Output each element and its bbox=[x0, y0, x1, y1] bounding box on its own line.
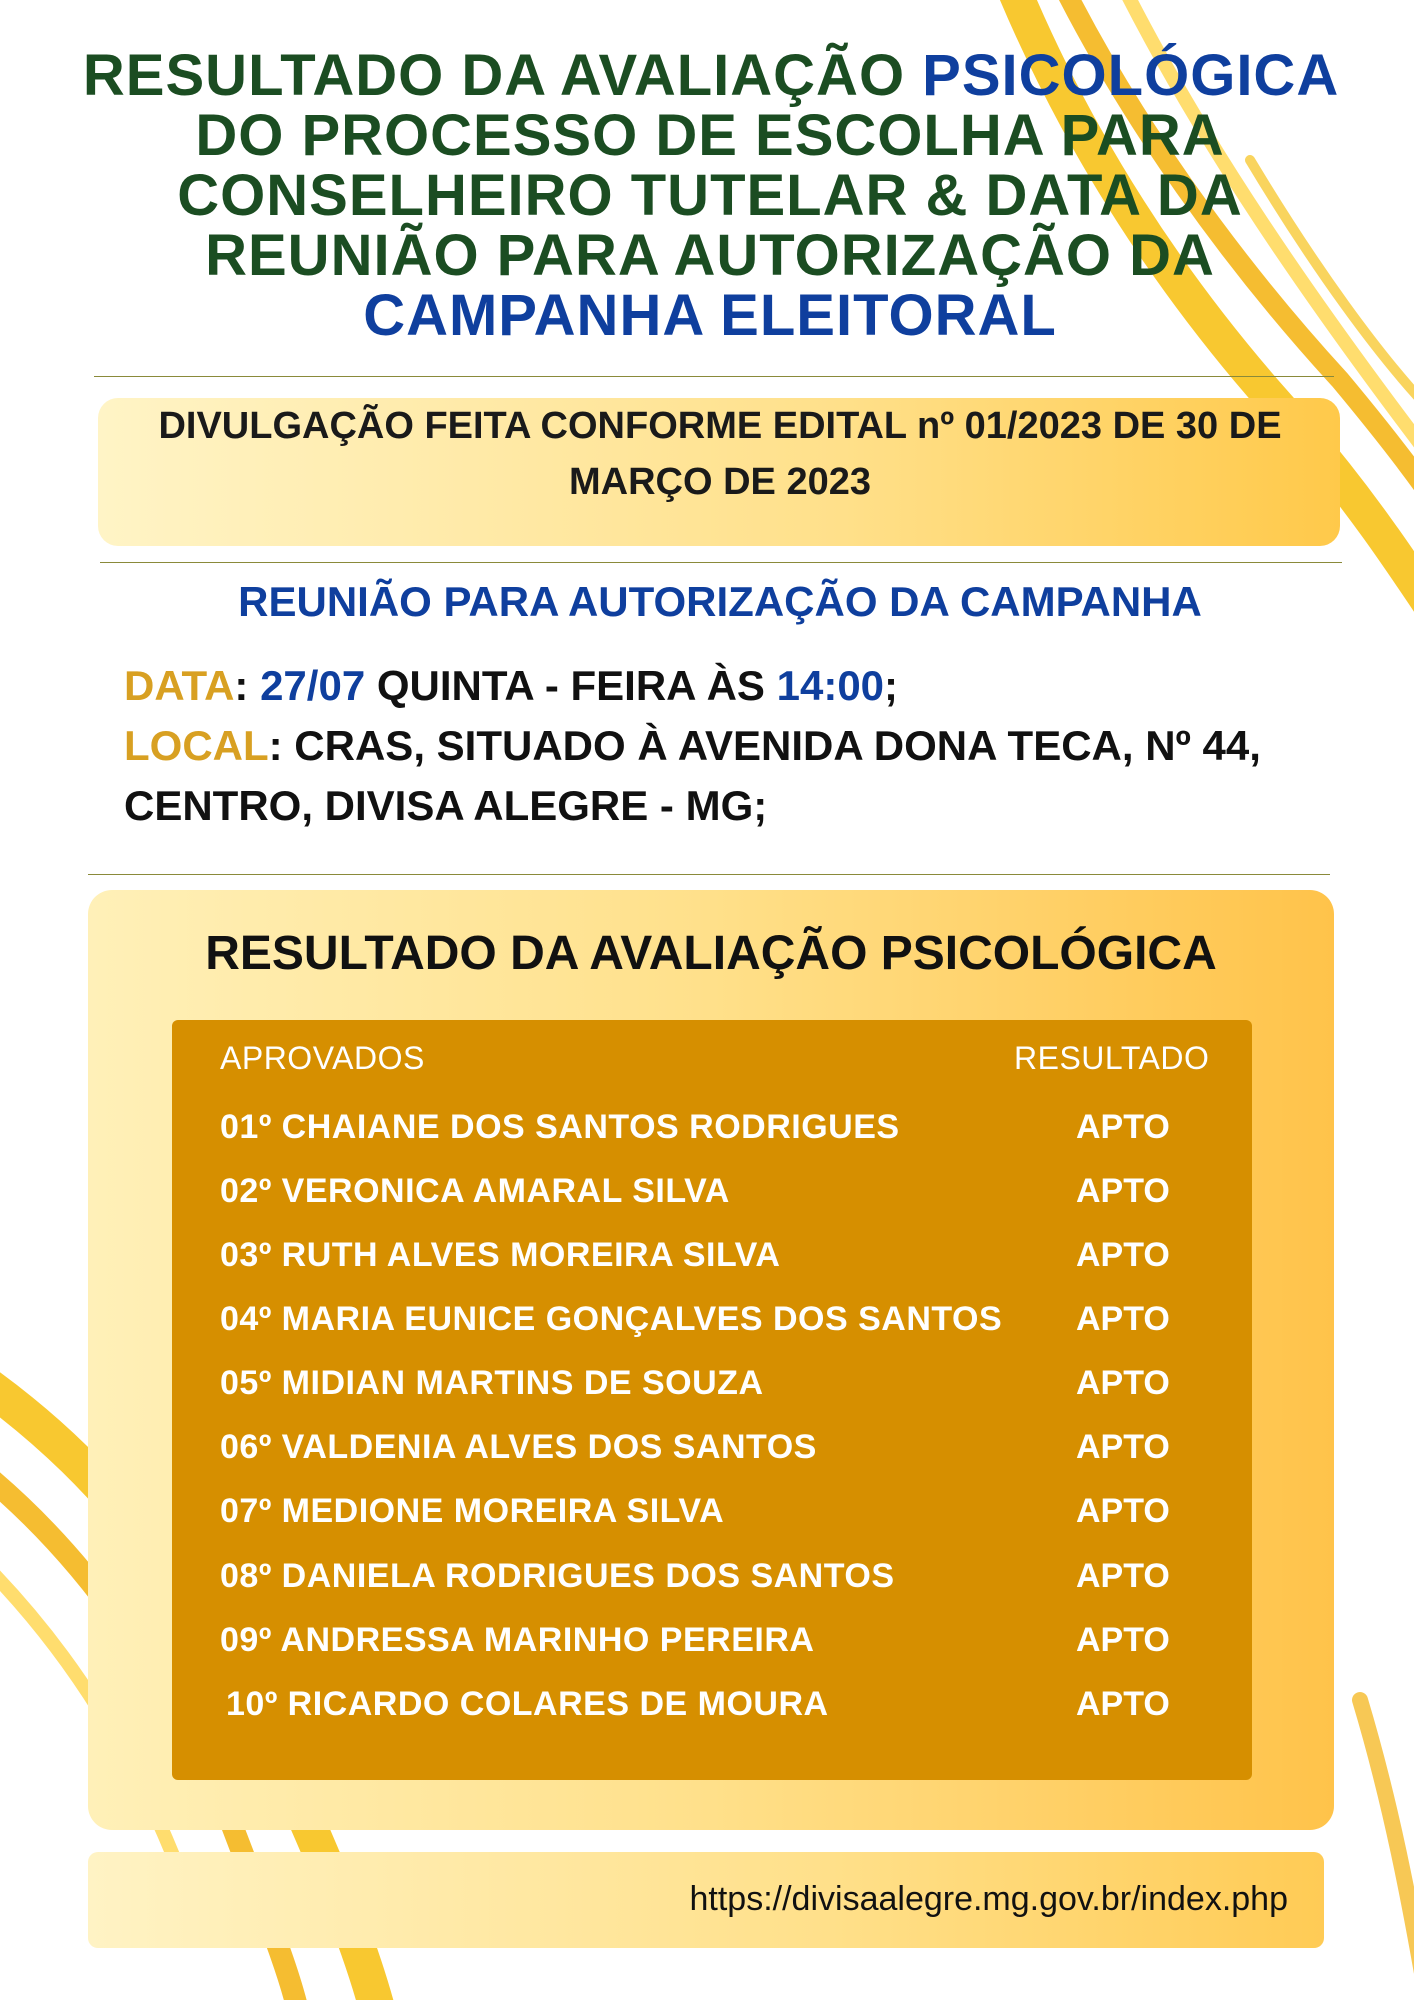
candidate-result: APTO bbox=[1076, 1428, 1170, 1466]
candidate-result: APTO bbox=[1076, 1236, 1170, 1274]
candidate-result: APTO bbox=[1076, 1685, 1170, 1723]
date-label: DATA bbox=[124, 662, 235, 709]
candidate-name: 10º RICARDO COLARES DE MOURA bbox=[226, 1685, 829, 1723]
title-part-4: CAMPANHA ELEITORAL bbox=[363, 283, 1057, 348]
table-row bbox=[220, 1172, 1230, 1222]
candidate-result: APTO bbox=[1076, 1364, 1170, 1402]
divider-top bbox=[94, 376, 1334, 377]
title-part-1: RESULTADO DA AVALIAÇÃO bbox=[82, 43, 923, 108]
candidate-result: APTO bbox=[1076, 1108, 1170, 1146]
candidate-name: 01º CHAIANE DOS SANTOS RODRIGUES bbox=[220, 1108, 900, 1146]
divider-middle bbox=[100, 562, 1342, 563]
column-header-result: RESULTADO bbox=[1014, 1040, 1210, 1076]
meeting-location-line bbox=[124, 716, 1261, 776]
table-row bbox=[220, 1364, 1230, 1414]
candidate-name: 04º MARIA EUNICE GONÇALVES DOS SANTOS bbox=[220, 1300, 1003, 1338]
location-label: LOCAL bbox=[124, 722, 269, 769]
candidate-name: 06º VALDENIA ALVES DOS SANTOS bbox=[220, 1428, 817, 1466]
candidate-name: 07º MEDIONE MOREIRA SILVA bbox=[220, 1492, 725, 1530]
title-part-3: DO PROCESSO DE ESCOLHA PARA CONSELHEIRO TUTELAR & DATA DA REUNIÃO PARA AUTORIZAÇÃO DA bbox=[177, 103, 1243, 288]
table-row bbox=[220, 1236, 1230, 1286]
table-row bbox=[220, 1428, 1230, 1478]
title-part-2: PSICOLÓGICA bbox=[922, 43, 1338, 108]
candidate-result: APTO bbox=[1076, 1300, 1170, 1338]
notice-text: DIVULGAÇÃO FEITA CONFORME EDITAL nº 01/2023 DE 30 DE MARÇO DE 2023 bbox=[158, 405, 1282, 503]
candidate-name: 03º RUTH ALVES MOREIRA SILVA bbox=[220, 1236, 781, 1274]
time-value: 14:00 bbox=[776, 662, 885, 709]
location-line-1: : CRAS, SITUADO À AVENIDA DONA TECA, Nº 44, bbox=[268, 722, 1261, 769]
candidate-result: APTO bbox=[1076, 1621, 1170, 1659]
meeting-heading: REUNIÃO PARA AUTORIZAÇÃO DA CAMPANHA bbox=[238, 578, 1202, 625]
table-row bbox=[220, 1557, 1230, 1607]
candidate-result: APTO bbox=[1076, 1557, 1170, 1595]
table-row bbox=[220, 1621, 1230, 1671]
date-value: 27/07 bbox=[260, 662, 366, 709]
table-row bbox=[220, 1685, 1230, 1735]
candidate-result: APTO bbox=[1076, 1492, 1170, 1530]
divider-bottom bbox=[88, 874, 1330, 875]
page-title bbox=[60, 43, 1360, 348]
results-title: RESULTADO DA AVALIAÇÃO PSICOLÓGICA bbox=[205, 927, 1217, 980]
column-header-approved: APROVADOS bbox=[220, 1040, 425, 1076]
table-row bbox=[220, 1300, 1230, 1350]
table-row bbox=[220, 1108, 1230, 1158]
candidate-name: 09º ANDRESSA MARINHO PEREIRA bbox=[220, 1621, 815, 1659]
website-link[interactable]: https://divisaalegre.mg.gov.br/index.php bbox=[689, 1880, 1288, 1918]
candidate-result: APTO bbox=[1076, 1172, 1170, 1210]
candidate-name: 08º DANIELA RODRIGUES DOS SANTOS bbox=[220, 1557, 895, 1595]
meeting-location-line-2: CENTRO, DIVISA ALEGRE - MG; bbox=[124, 782, 768, 829]
meeting-date-line: DATA: 27/07 QUINTA - FEIRA ÀS 14:00; bbox=[124, 662, 899, 709]
table-row bbox=[220, 1492, 1230, 1542]
date-text: QUINTA - FEIRA ÀS bbox=[365, 662, 777, 709]
candidate-name: 02º VERONICA AMARAL SILVA bbox=[220, 1172, 730, 1210]
candidate-name: 05º MIDIAN MARTINS DE SOUZA bbox=[220, 1364, 764, 1402]
